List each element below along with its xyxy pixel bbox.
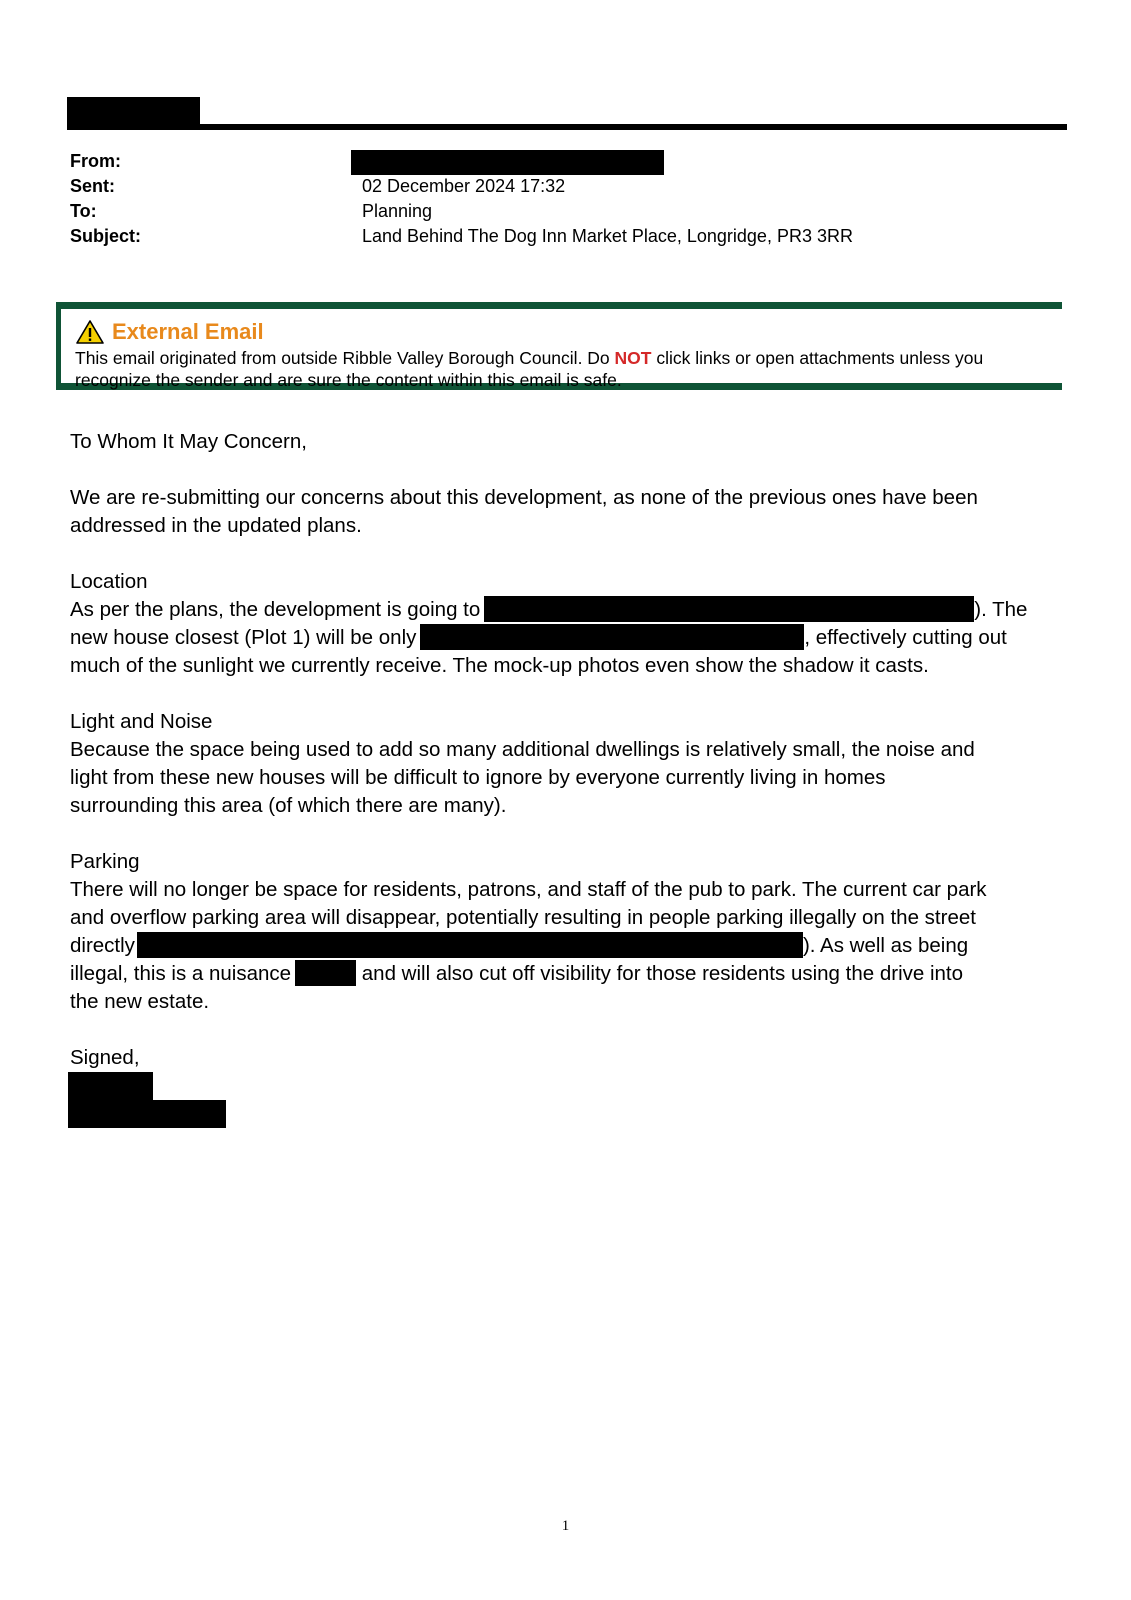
redacted-location-detail (484, 596, 974, 622)
location-line-1 (70, 596, 1070, 624)
location-l1-text-a: As per the plans, the development is going to (70, 598, 481, 621)
external-msg-not: NOT (614, 348, 652, 368)
sent-value: 02 December 2024 17:32 (362, 176, 566, 196)
light-line-2: light from these new houses will be difficult to ignore by everyone currently living in homes (70, 766, 886, 789)
parking-line-1: There will no longer be space for residents, patrons, and staff of the pub to park. The current car park (70, 878, 987, 901)
external-email-message (75, 347, 1065, 391)
redacted-signature-2 (68, 1100, 226, 1128)
warning-icon (75, 319, 105, 345)
intro-line-2: addressed in the updated plans. (70, 514, 362, 537)
location-l1-text-b: ). The (974, 598, 1028, 621)
parking-l3-text-b: ). As well as being (802, 934, 969, 957)
external-email-title-wrap (75, 319, 264, 345)
location-line-3: much of the sunlight we currently receive. The mock-up photos even show the shadow it casts. (70, 654, 929, 677)
parking-line-2: and overflow parking area will disappear, potentially resulting in people parking illegally on the street (70, 906, 976, 929)
location-heading: Location (70, 570, 148, 593)
light-heading: Light and Noise (70, 710, 213, 733)
external-msg-part1: This email originated from outside Ribble Valley Borough Council. Do (75, 348, 615, 368)
redacted-street-detail (137, 932, 803, 958)
to-label: To: (70, 201, 97, 221)
greeting: To Whom It May Concern, (70, 430, 307, 453)
parking-line-5: the new estate. (70, 990, 210, 1013)
subject-value: Land Behind The Dog Inn Market Place, Longridge, PR3 3RR (362, 226, 853, 246)
parking-l4-text-b: and will also cut off visibility for those residents using the drive into (356, 962, 964, 985)
external-msg-part2: click links or open attachments unless you (651, 348, 984, 368)
external-email-title: External Email (112, 319, 264, 344)
subject-label: Subject: (70, 226, 142, 246)
parking-l3-text-a: directly (70, 934, 135, 957)
parking-l4-text-a: illegal, this is a nuisance (70, 962, 292, 985)
location-l2-text-b: , effectively cutting out (804, 626, 1007, 649)
location-line-2 (70, 624, 1070, 652)
parking-heading: Parking (70, 850, 140, 873)
page-number: 1 (561, 1518, 570, 1534)
redacted-distance-detail (420, 624, 804, 650)
redacted-signature-1 (68, 1072, 153, 1102)
from-value-redacted (362, 149, 664, 175)
light-line-1: Because the space being used to add so many additional dwellings is relatively small, the noise and (70, 738, 975, 761)
from-label: From: (70, 151, 121, 171)
redacted-sender-name (67, 97, 200, 126)
email-body (70, 428, 1070, 1072)
external-email-banner (56, 302, 1062, 390)
signoff: Signed, (70, 1046, 140, 1069)
external-msg-line2: recognize the sender and are sure the content within this email is safe. (75, 370, 622, 390)
sent-label: Sent: (70, 176, 115, 196)
light-line-3: surrounding this area (of which there are many). (70, 794, 507, 817)
parking-line-4 (70, 960, 1070, 988)
parking-line-3 (70, 932, 1070, 960)
to-value: Planning (362, 201, 433, 221)
location-l2-text-a: new house closest (Plot 1) will be only (70, 626, 417, 649)
intro-line-1: We are re-submitting our concerns about this development, as none of the previous ones have been (70, 486, 978, 509)
redacted-nuisance-detail (295, 960, 356, 986)
header-divider (67, 124, 1067, 130)
